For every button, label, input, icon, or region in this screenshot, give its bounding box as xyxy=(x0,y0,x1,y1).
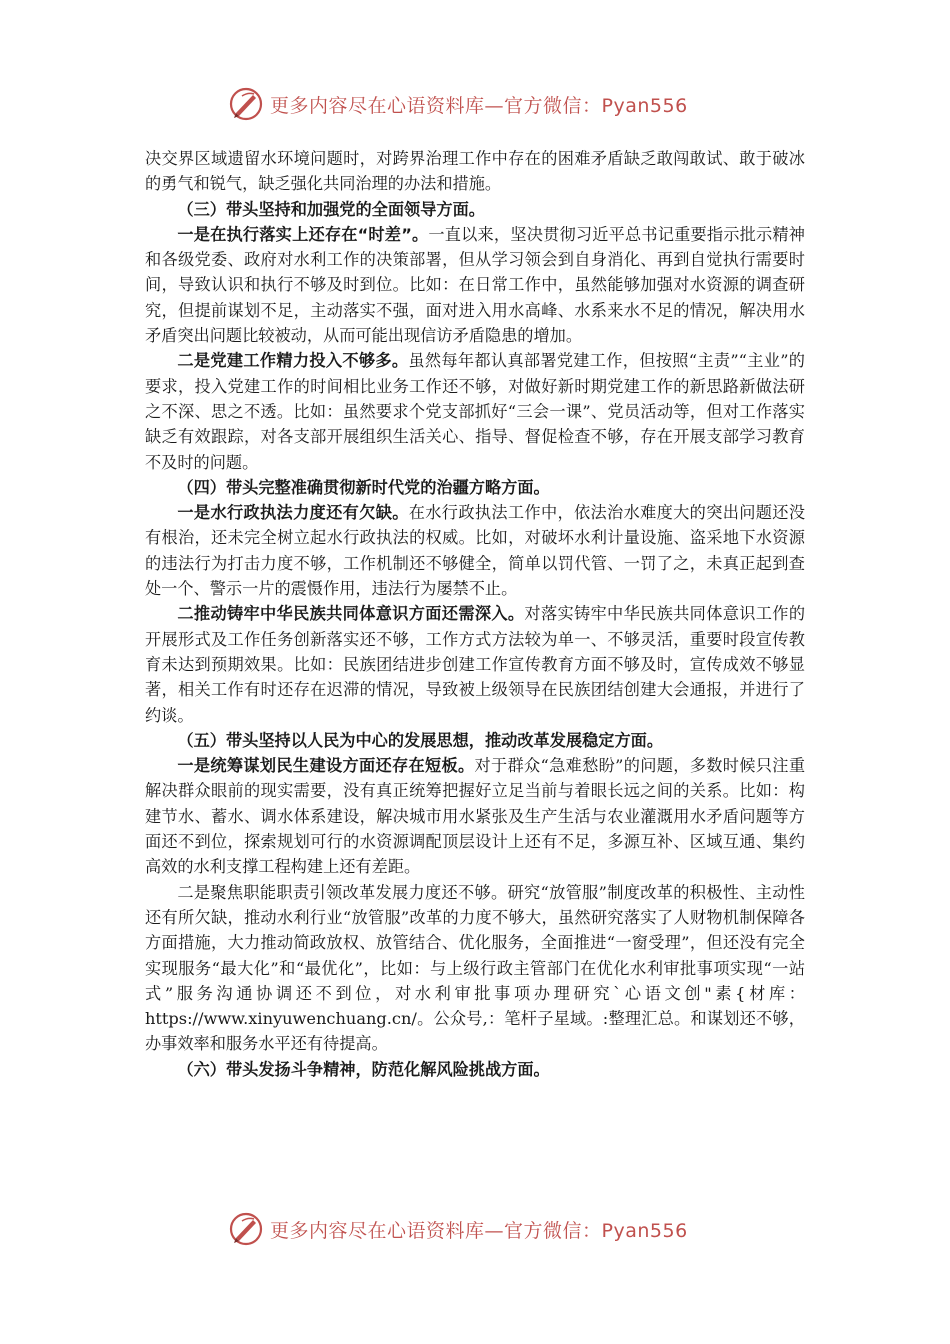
paragraph xyxy=(145,500,805,601)
paragraph xyxy=(145,348,805,474)
paragraph xyxy=(145,880,805,1057)
wechat-id: Pyan556 xyxy=(601,1219,688,1242)
document-body xyxy=(145,146,805,1082)
pen-logo-icon xyxy=(228,86,264,122)
paragraph xyxy=(145,222,805,348)
paragraph-lead: 一是在执行落实上还存在“时差”。 xyxy=(177,224,429,244)
wechat-id: Pyan556 xyxy=(601,94,688,117)
section-heading: （六）带头发扬斗争精神，防范化解风险挑战方面。 xyxy=(177,1059,550,1079)
paragraph xyxy=(145,753,805,879)
section-heading: （三）带头坚持和加强党的全面领导方面。 xyxy=(177,199,485,219)
paragraph: 决交界区域遗留水环境问题时，对跨界治理工作中存在的困难矛盾缺乏敢闯敢试、敢于破冰的勇气和锐气，缺乏强化共同治理的办法和措施。 xyxy=(145,149,805,194)
pen-logo-icon xyxy=(228,1211,264,1247)
paragraph-text: 对于群众“急难愁盼”的问题，多数时候只注重解决群众眼前的现实需要，没有真正统筹把握好立足当前与着眼长远之间的关系。比如：构建节水、蓄水、调水体系建设，解决城市用水紧张及生产生活与农业灌溉用水矛盾问题等方面还不到位，探索规划可行的水资源调配顶层设计上还有不足，多源互补、区域互通、集约高效的水利支撑工程构建上还有差距。 xyxy=(145,756,806,877)
paragraph-text: 对落实铸牢中华民族共同体意识工作的开展形式及工作任务创新落实还不够，工作方式方法较为单一、不够灵活，重要时段宣传教育未达到预期效果。比如：民族团结进步创建工作宣传教育方面不够及时，宣传成效不够显著，相关工作有时还存在迟滞的情况，导致被上级领导在民族团结创建大会通报，并进行了约谈。 xyxy=(145,604,806,725)
paragraph-lead: 二推动铸牢中华民族共同体意识方面还需深入。 xyxy=(177,604,525,624)
paragraph-lead: 一是水行政执法力度还有欠缺。 xyxy=(177,503,409,523)
banner-text: 更多内容尽在心语资料库—官方微信：Pyan556 xyxy=(270,1219,688,1242)
paragraph-lead: 一是统筹谋划民生建设方面还存在短板。 xyxy=(177,756,475,776)
paragraph-lead: 二是党建工作精力投入不够多。 xyxy=(177,351,409,371)
paragraph xyxy=(145,601,805,727)
section-heading: （五）带头坚持以人民为中心的发展思想，推动改革发展稳定方面。 xyxy=(177,730,664,750)
banner-text: 更多内容尽在心语资料库—官方微信：Pyan556 xyxy=(270,94,688,117)
section-heading: （四）带头完整准确贯彻新时代党的治疆方略方面。 xyxy=(177,477,550,497)
header-watermark-banner xyxy=(228,84,728,124)
paragraph-text: 一直以来，坚决贯彻习近平总书记重要指示批示精神和各级党委、政府对水利工作的决策部署，但从学习领会到自身消化、再到自觉执行需要时间，导致认识和执行不够及时到位。比如：在日常工作中，虽然能够加强对水资源的调查研究，但提前谋划不足，主动落实不强，面对进入用水高峰、水系来水不足的情况，解决用水矛盾突出问题比较被动，从而可能出现信访矛盾隐患的增加。 xyxy=(145,224,805,346)
paragraph-text: 虽然每年都认真部署党建工作，但按照“主责”“主业”的要求，投入党建工作的时间相比业务工作还不够，对做好新时期党建工作的新思路新做法研之不深、思之不透。比如：虽然要求个党支部抓好“三会一课”、党员活动等，但对工作落实缺乏有效跟踪，对各支部开展组织生活关心、指导、督促检查不够，存在开展支部学习教育不及时的问题。 xyxy=(145,351,805,472)
paragraph-text: 在水行政执法工作中，依法治水难度大的突出问题还没有根治，还未完全树立起水行政执法的权威。比如，对破坏水利计量设施、盗采地下水资源的违法行为打击力度不够，工作机制还不够健全，简单以罚代管、一罚了之，未真正起到查处一个、警示一片的震慑作用，违法行为屡禁不止。 xyxy=(145,503,806,599)
footer-watermark-banner xyxy=(228,1209,728,1249)
paragraph-text: 二是聚焦职能职责引领改革发展力度还不够。研究“放管服”制度改革的积极性、主动性还有所欠缺，推动水利行业“放管服”改革的力度不够大，虽然研究落实了人财物机制保障各方面措施，大力推动简政放权、放管结合、优化服务，全面推进“一窗受理”，但还没有完全实现服务“最大化”和“最优化”，比如：与上级行政主管部门在优化水利审批事项实现“一站式”服务沟通协调还不到位，对水利审批事项办理研究`心语文创"素{材库：https://www.xinyuwenchuang.cn/。公众号,：笔杆子星域。:整理汇总。和谋划还不够，办事效率和服务水平还有待提高。 xyxy=(145,882,805,1054)
